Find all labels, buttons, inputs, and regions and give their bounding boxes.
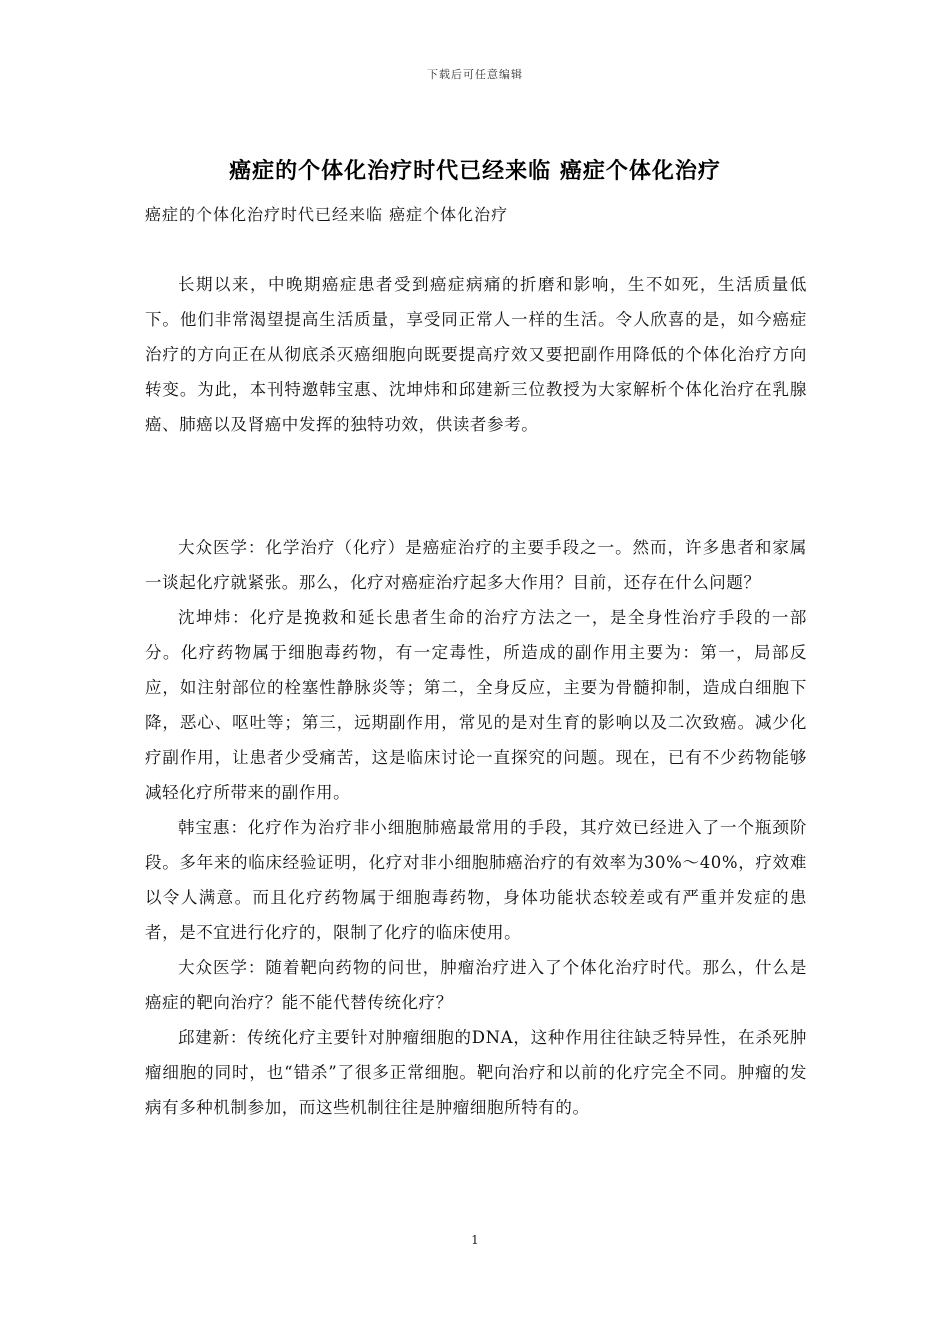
paragraph-answer-shen: 沈坤炜：化疗是挽救和延长患者生命的治疗方法之一，是全身性治疗手段的一部分。化疗药物属于细胞毒药物，有一定毒性，所造成的副作用主要为：第一，局部反应，如注射部位的栓塞性静脉炎等；第二，全身反应，主要为骨髓抑制，造成白细胞下降，恶心、呕吐等；第三，远期副作用，常见的是对生育的影响以及二次致癌。减少化疗副作用，让患者少受痛苦，这是临床讨论一直探究的问题。现在，已有不少药物能够减轻化疗所带来的副作用。: [145, 608, 807, 802]
header-note: 下载后可任意编辑: [427, 68, 523, 81]
intro-paragraph: 长期以来，中晚期癌症患者受到癌症病痛的折磨和影响，生不如死，生活质量低下。他们非常渴望提高生活质量，享受同正常人一样的生活。令人欣喜的是，如今癌症治疗的方向正在从彻底杀灭癌细胞向既要提高疗效又要把副作用降低的个体化治疗方向转变。为此，本刊特邀韩宝惠、沈坤炜和邱建新三位教授为大家解析个体化治疗在乳腺癌、肺癌以及肾癌中发挥的独特功效，供读者参考。: [145, 275, 807, 434]
paragraph-question-1: 大众医学：化学治疗（化疗）是癌症治疗的主要手段之一。然而，许多患者和家属一谈起化疗就紧张。那么，化疗对癌症治疗起多大作用？目前，还存在什么问题？: [145, 538, 807, 592]
paragraph-answer-han: 韩宝惠：化疗作为治疗非小细胞肺癌最常用的手段，其疗效已经进入了一个瓶颈阶段。多年来的临床经验证明，化疗对非小细胞肺癌治疗的有效率为30%～40%，疗效难以令人满意。而且化疗药物属于细胞毒药物，身体功能状态较差或有严重并发症的患者，是不宜进行化疗的，限制了化疗的临床使用。: [145, 818, 807, 942]
document-subtitle: 癌症的个体化治疗时代已经来临 癌症个体化治疗: [145, 205, 509, 224]
intro-section: [145, 267, 807, 442]
document-title: 癌症的个体化治疗时代已经来临 癌症个体化治疗: [229, 158, 721, 184]
dialogue-section: [145, 530, 807, 1125]
paragraph-answer-qiu: 邱建新：传统化疗主要针对肿瘤细胞的DNA，这种作用往往缺乏特异性，在杀死肿瘤细胞的同时，也“错杀”了很多正常细胞。靶向治疗和以前的化疗完全不同。肿瘤的发病有多种机制参加，而这些机制往往是肿瘤细胞所特有的。: [145, 1028, 807, 1117]
paragraph-question-2: 大众医学：随着靶向药物的问世，肿瘤治疗进入了个体化治疗时代。那么，什么是癌症的靶向治疗？能不能代替传统化疗？: [145, 958, 807, 1012]
page-number: 1: [471, 1233, 479, 1247]
